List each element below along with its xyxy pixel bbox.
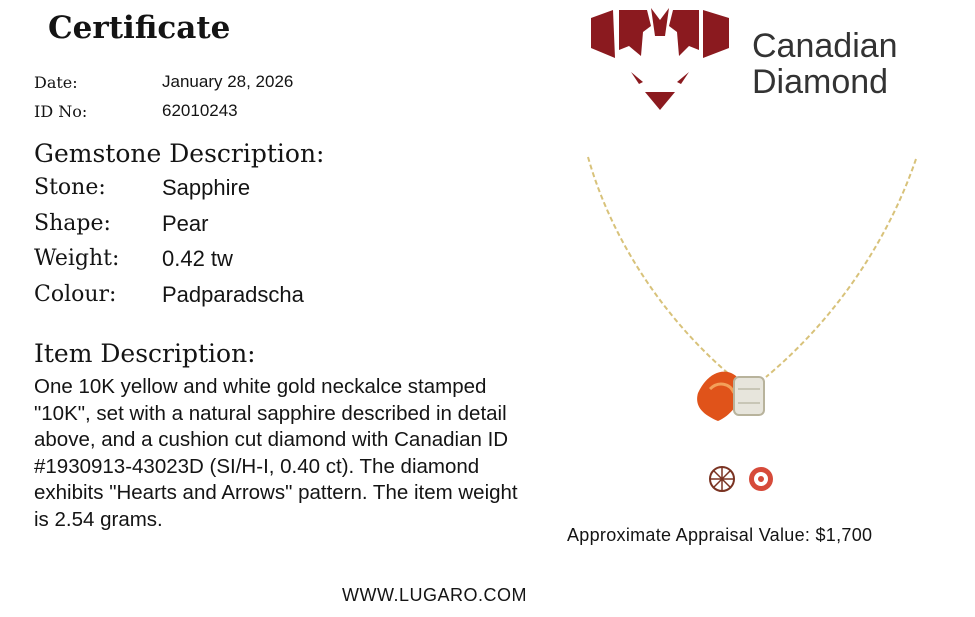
arrows-pattern-icon xyxy=(710,467,734,491)
shape-label: Shape: xyxy=(34,211,111,236)
colour-label: Colour: xyxy=(34,282,117,307)
certificate-title: Certificate xyxy=(48,10,231,46)
hearts-pattern-icon xyxy=(749,467,773,491)
date-label: Date: xyxy=(34,73,78,92)
necklace-photo xyxy=(570,145,960,515)
item-description: One 10K yellow and white gold neckalce stamped "10K", set with a natural sapphire described in detail above, and a cushion cut diamond with Canadian ID #1930913-43023D (SI/H-I, 0.40 ct). The diamond exhibits "Hearts and Arrows" pattern. The item weight is 2.54 grams. xyxy=(34,375,518,531)
item-heading: Item Description: xyxy=(34,339,256,368)
date-value: January 28, 2026 xyxy=(162,72,294,91)
gemstone-heading: Gemstone Description: xyxy=(34,139,325,168)
brand-line-1: Canadian xyxy=(752,27,898,65)
id-value: 62010243 xyxy=(162,101,238,120)
stone-label: Stone: xyxy=(34,175,106,200)
weight-label: Weight: xyxy=(34,246,120,271)
shape-value: Pear xyxy=(162,211,209,236)
colour-value: Padparadscha xyxy=(162,282,304,307)
website-text: WWW.LUGARO.COM xyxy=(342,585,527,605)
appraisal-value: Approximate Appraisal Value: $1,700 xyxy=(567,525,873,545)
id-label: ID No: xyxy=(34,102,88,121)
brand-line-2: Diamond xyxy=(752,63,889,101)
maple-diamond-logo-icon xyxy=(585,6,735,116)
stone-value: Sapphire xyxy=(162,175,251,200)
weight-value: 0.42 tw xyxy=(162,246,233,271)
